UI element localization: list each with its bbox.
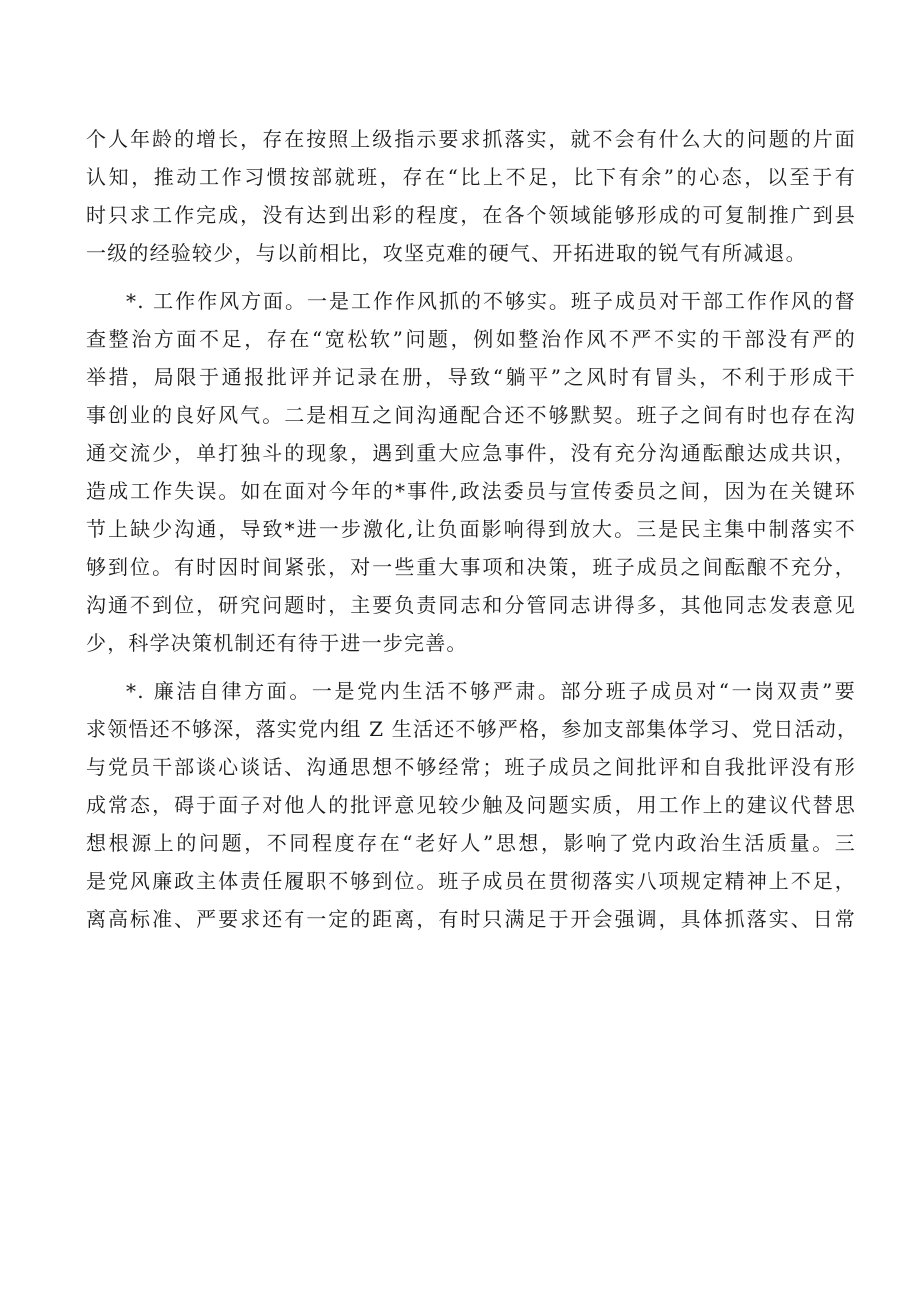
document-body xyxy=(86,120,859,948)
text-line: 成常态，碍于面子对他人的批评意见较少触及问题实质，用工作上的建议代替思 xyxy=(86,793,856,817)
text-line: 与党员干部谈心谈话、沟通思想不够经常；班子成员之间批评和自我批评没有形 xyxy=(86,755,856,779)
text-line: 想根源上的问题，不同程度存在“老好人”思想，影响了党内政治生活质量。三 xyxy=(86,831,856,855)
text-line: *. 廉洁自律方面。一是党内生活不够严肃。部分班子成员对“一岗双责”要 xyxy=(126,679,856,703)
text-line: 举措，局限于通报批评并记录在册，导致“躺平”之风时有冒头，不利于形成干 xyxy=(86,365,856,389)
paragraph-work-style xyxy=(86,282,856,662)
text-line: 少，科学决策机制还有待于进一步完善。 xyxy=(86,631,468,655)
paragraph-integrity xyxy=(86,672,859,938)
text-line: 离高标准、严要求还有一定的距离，有时只满足于开会强调，具体抓落实、日常 xyxy=(86,907,856,931)
text-line: 认知，推动工作习惯按部就班，存在“比上不足，比下有余”的心态，以至于有 xyxy=(86,165,856,189)
text-line: 沟通不到位，研究问题时，主要负责同志和分管同志讲得多，其他同志发表意见 xyxy=(86,593,856,617)
text-line: 通交流少，单打独斗的现象，遇到重大应急事件，没有充分沟通酝酿达成共识， xyxy=(86,441,856,465)
text-line: 是党风廉政主体责任履职不够到位。班子成员在贯彻落实八项规定精神上不足， xyxy=(86,869,856,893)
text-line: 事创业的良好风气。二是相互之间沟通配合还不够默契。班子之间有时也存在沟 xyxy=(86,403,856,427)
paragraph-continuation xyxy=(86,120,856,272)
text-line: 节上缺少沟通，导致*进一步激化,让负面影响得到放大。三是民主集中制落实不 xyxy=(86,517,856,541)
text-line: 个人年龄的增长，存在按照上级指示要求抓落实，就不会有什么大的问题的片面 xyxy=(86,127,856,151)
text-line: *. 工作作风方面。一是工作作风抓的不够实。班子成员对干部工作作风的督 xyxy=(126,289,856,313)
text-line: 求领悟还不够深，落实党内组 Z 生活还不够严格，参加支部集体学习、党日活动， xyxy=(86,717,859,741)
text-line: 查整治方面不足，存在“宽松软”问题，例如整治作风不严不实的干部没有严的 xyxy=(86,327,856,351)
text-line: 时只求工作完成，没有达到出彩的程度，在各个领域能够形成的可复制推广到县 xyxy=(86,203,856,227)
text-line: 够到位。有时因时间紧张，对一些重大事项和决策，班子成员之间酝酿不充分， xyxy=(86,555,856,579)
text-line: 造成工作失误。如在面对今年的*事件,政法委员与宣传委员之间，因为在关键环 xyxy=(86,479,856,503)
text-line: 一级的经验较少，与以前相比，攻坚克难的硬气、开拓进取的锐气有所减退。 xyxy=(86,241,807,265)
